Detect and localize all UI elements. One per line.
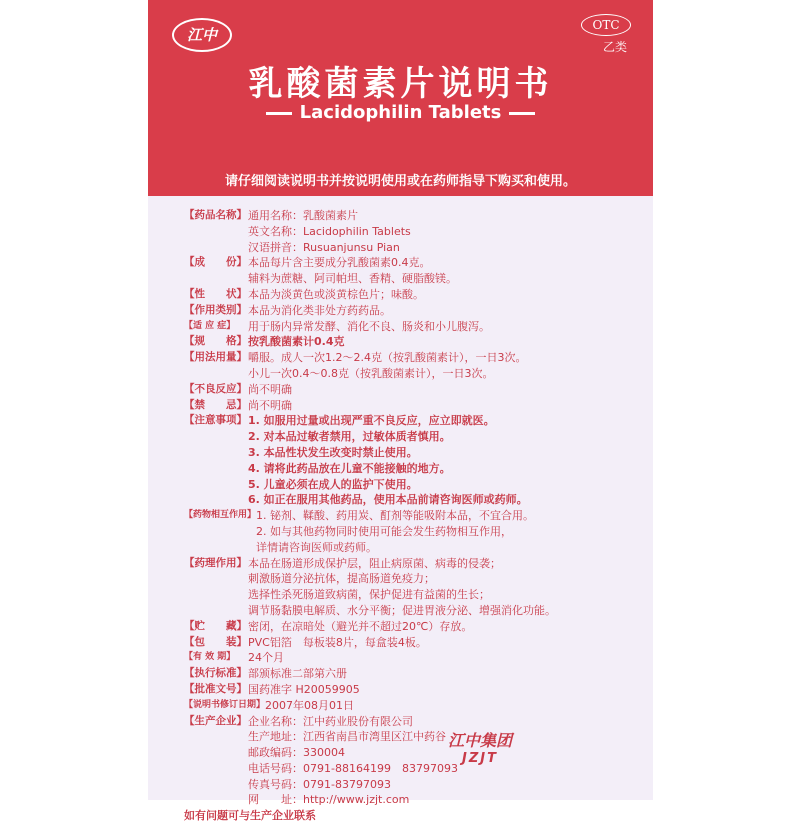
- section-line: 3. 本品性状发生改变时禁止使用。: [248, 445, 418, 459]
- section-row: [184, 635, 624, 651]
- section-value: [265, 698, 624, 714]
- section-line: 嚼服。成人一次1.2～2.4克（按乳酸菌素计），一日3次。: [248, 351, 527, 365]
- section-line: 2. 如与其他药物同时使用可能会发生药物相互作用，: [256, 524, 513, 538]
- section-line: 密闭，在凉暗处（避光并不超过20℃）存放。: [248, 619, 473, 633]
- company-logo: [448, 728, 512, 766]
- brand-logo: 江中: [172, 18, 232, 52]
- section-line: 5. 儿童必须在成人的监护下使用。: [248, 477, 418, 491]
- section-line: 本品为消化类非处方药药品。: [248, 303, 391, 317]
- section-row: [184, 350, 624, 382]
- section-line: PVC铝箔 每板装8片，每盒装4板。: [248, 635, 427, 649]
- section-label: 【用法用量】: [184, 351, 247, 364]
- section-label: 【注意事项】: [184, 414, 247, 427]
- leaflet-content: [184, 208, 624, 824]
- section-value: [248, 650, 624, 666]
- section-label: 【药品名称】: [184, 209, 247, 221]
- section-line: 选择性杀死肠道致病菌，保护促进有益菌的生长；: [248, 588, 490, 602]
- section-label: 【规 格】: [184, 335, 247, 348]
- section-row: [184, 666, 624, 682]
- section-line: 英文名称：Lacidophilin Tablets: [248, 224, 411, 238]
- section-row: [184, 508, 624, 555]
- section-line: 电话号码：0791-88164199 83797093: [248, 761, 458, 775]
- section-value: [248, 635, 624, 651]
- company-logo-cn: 江中集团: [448, 731, 513, 750]
- section-value: [248, 334, 624, 350]
- section-row: [184, 287, 624, 303]
- section-line: 网 址：http://www.jzjt.com: [248, 793, 410, 807]
- section-line: 辅料为蔗糖、阿司帕坦、香精、硬脂酸镁。: [248, 272, 457, 286]
- section-value: [248, 666, 624, 682]
- footer-note: 如有问题可与生产企业联系: [184, 809, 316, 823]
- section-label: 【包 装】: [184, 635, 247, 648]
- section-row: [184, 413, 624, 508]
- section-row: [184, 398, 624, 414]
- section-label: 【说明书修订日期】: [184, 699, 266, 710]
- section-line: 邮政编码：330004: [248, 746, 345, 760]
- section-line: 本品为淡黄色或淡黄棕色片；味酸。: [248, 287, 424, 301]
- leaflet: [148, 0, 653, 823]
- section-value: [248, 382, 624, 398]
- section-line: 2. 对本品过敏者禁用，过敏体质者慎用。: [248, 430, 451, 444]
- section-label: 【生产企业】: [184, 714, 247, 727]
- section-line: 1. 铋剂、鞣酸、药用炭、酊剂等能吸附本品，不宜合用。: [256, 509, 535, 523]
- title-english: Lacidophilin Tablets: [299, 102, 502, 123]
- section-line: 本品每片含主要成分乳酸菌素0.4克。: [248, 256, 431, 270]
- section-line: 生产地址：江西省南昌市湾里区江中药谷: [248, 730, 446, 744]
- section-line: 国药准字 H20059905: [248, 682, 360, 696]
- section-row: [184, 714, 624, 809]
- section-label: 【药理作用】: [184, 556, 247, 569]
- title-chinese: 乳酸菌素片说明书: [248, 64, 553, 104]
- section-line: 企业名称：江中药业股份有限公司: [248, 714, 413, 728]
- otc-badge: OTC: [581, 14, 631, 36]
- section-label: 【成 份】: [184, 256, 247, 269]
- section-label: 【性 状】: [184, 287, 247, 300]
- section-label: 【执行标准】: [184, 667, 247, 680]
- header-band: [148, 0, 653, 196]
- section-label: 【禁 忌】: [184, 398, 247, 411]
- section-label: 【贮 藏】: [184, 619, 247, 632]
- section-label: 【作用类别】: [184, 303, 247, 316]
- section-line: 传真号码：0791-83797093: [248, 777, 391, 791]
- section-value: [248, 287, 624, 303]
- section-value: [248, 350, 624, 382]
- company-logo-en: JZJT: [462, 751, 498, 766]
- section-line: 24个月: [248, 651, 284, 665]
- section-line: 2007年08月01日: [265, 698, 355, 712]
- otc-class: 乙类: [602, 40, 627, 54]
- section-value: [248, 556, 624, 619]
- section-value: [248, 255, 624, 287]
- section-line: 刺激肠道分泌抗体，提高肠道免疫力；: [248, 572, 435, 586]
- section-row: [184, 650, 624, 666]
- section-line: 通用名称：乳酸菌素片: [248, 209, 358, 222]
- section-value: [248, 303, 624, 319]
- section-line: 本品在肠道形成保护层，阻止病原菌、病毒的侵袭；: [248, 556, 501, 570]
- section-line: 1. 如服用过量或出现严重不良反应，应立即就医。: [248, 414, 495, 428]
- section-line: 汉语拼音：Rusuanjunsu Pian: [248, 240, 400, 254]
- section-row: [184, 698, 624, 714]
- section-row: [184, 208, 624, 255]
- section-row: [184, 619, 624, 635]
- usage-notice: 请仔细阅读说明书并按说明使用或在药师指导下购买和使用。: [224, 174, 576, 189]
- section-value: [248, 319, 624, 335]
- section-value: [248, 682, 624, 698]
- section-value: [248, 413, 624, 508]
- section-value: [256, 508, 624, 555]
- section-label: 【适 应 症】: [184, 320, 236, 331]
- title-english-row: [148, 102, 653, 123]
- section-value: [248, 398, 624, 414]
- section-label: 【不良反应】: [184, 382, 247, 395]
- section-row: [184, 556, 624, 619]
- section-row: [184, 255, 624, 287]
- section-value: [248, 619, 624, 635]
- section-line: 6. 如正在服用其他药品，使用本品前请咨询医师或药师。: [248, 493, 528, 507]
- section-line: 4. 请将此药品放在儿童不能接触的地方。: [248, 461, 451, 475]
- section-row: [184, 319, 624, 335]
- section-row: [184, 382, 624, 398]
- section-row: [184, 303, 624, 319]
- dash-decoration: [266, 112, 292, 115]
- section-value: [248, 714, 624, 809]
- section-line: 小儿一次0.4～0.8克（按乳酸菌素计），一日3次。: [248, 366, 494, 380]
- section-line: 尚不明确: [248, 382, 292, 396]
- section-line: 尚不明确: [248, 398, 292, 412]
- section-line: 用于肠内异常发酵、消化不良、肠炎和小儿腹泻。: [248, 319, 490, 333]
- section-line: 部颁标准二部第六册: [248, 667, 347, 681]
- section-row: [184, 682, 624, 698]
- section-label: 【有 效 期】: [184, 652, 236, 663]
- section-line: 按乳酸菌素计0.4克: [248, 335, 345, 349]
- section-line: 详情请咨询医师或药师。: [256, 540, 378, 554]
- section-value: [248, 208, 624, 255]
- dash-decoration: [509, 112, 535, 115]
- section-label: 【批准文号】: [184, 682, 247, 695]
- section-row: [184, 334, 624, 350]
- section-label: 【药物相互作用】: [184, 510, 257, 521]
- section-line: 调节肠黏膜电解质、水分平衡；促进胃液分泌、增强消化功能。: [248, 603, 556, 617]
